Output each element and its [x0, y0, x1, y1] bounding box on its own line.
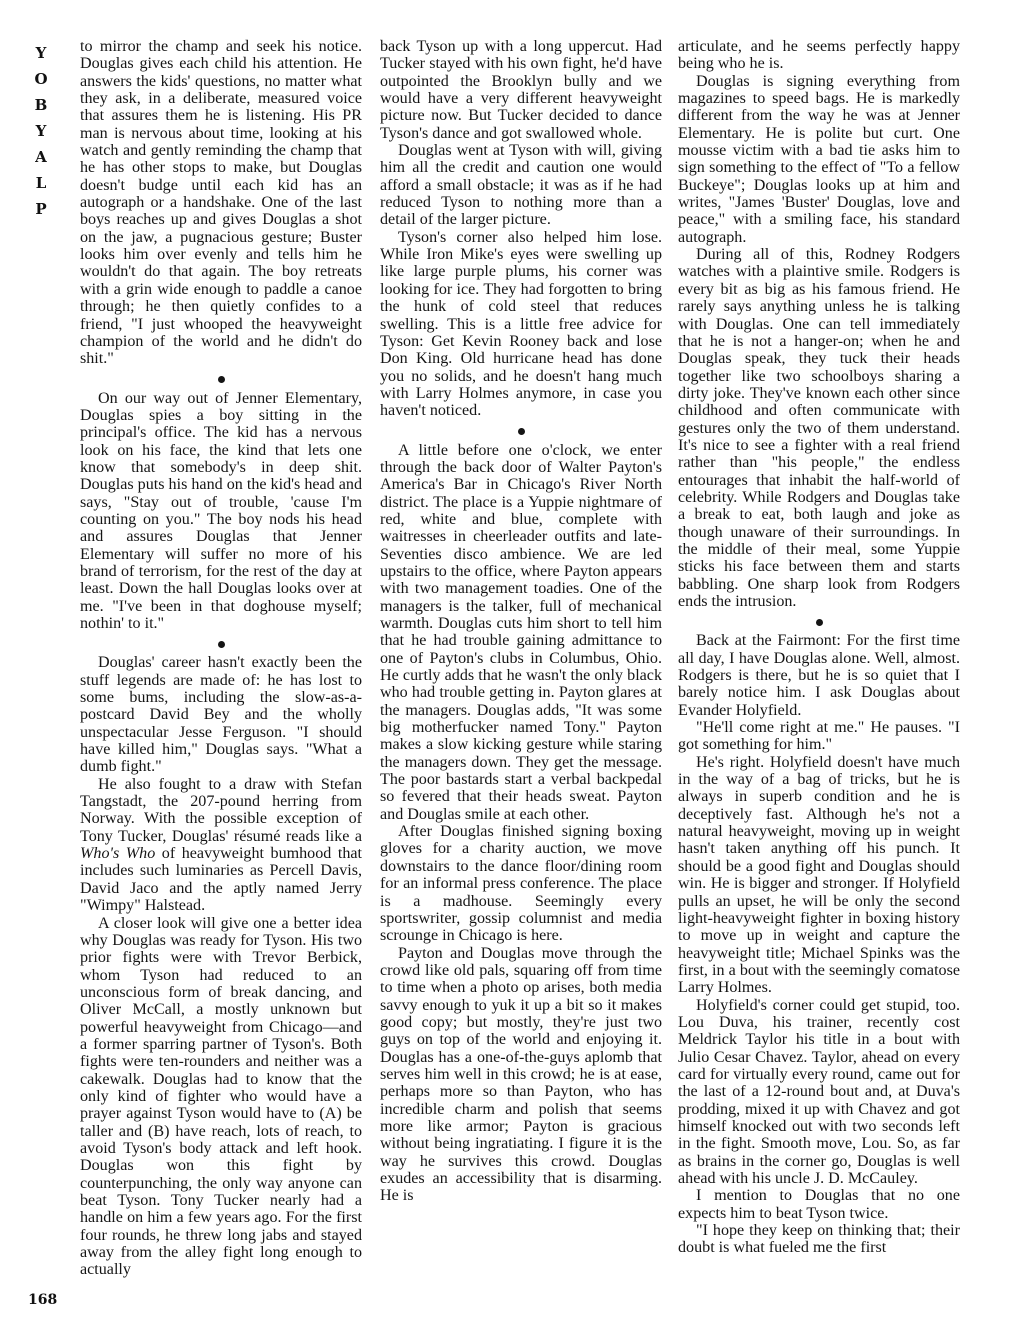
paragraph: I mention to Douglas that no one expects him to beat Tyson twice. — [678, 1187, 960, 1222]
section-bullet — [678, 613, 960, 630]
paragraph: Holyfield's corner could get stupid, too. Lou Duva, his trainer, recently cost Meldrick Taylor his title in a bout with Julio Cesar Chavez. Taylor, ahead on every card for virtually every round, came out for the last of a 12-round bout and, at Duva's prodding, mixed it up with Chavez and got himself knocked out with two seconds left in the fight. Smooth move, Lou. So, as far as brains in the corner go, Douglas is well ahead with his uncle J. D. McCauley. — [678, 996, 960, 1187]
masthead-letter: A — [35, 148, 47, 166]
paragraph: On our way out of Jenner Elementary, Douglas spies a boy sitting in the principal's office. The kid has a nervous look on his face, the kind that lets one know that somebody's in deep shit. Douglas puts his hand on the kid's head and says, "Stay out of trouble, 'cause I'm counting on you." The boy nods his head and assures Douglas that Jenner Elementary will suffer no more of his brand of terrorism, for the rest of the day at least. Down the hall Douglas looks over at me. "I've been in that doghouse myself; nothin' to it." — [80, 389, 362, 632]
masthead-letter: O — [34, 70, 48, 88]
paragraph: Douglas' career hasn't exactly been the stuff legends are made of: he has lost to some bums, including the slow-as-a-postcard David Bey and the wholly unspectacular Jesse Ferguson. "I should have killed him," Douglas says. "What a dumb fight." — [80, 654, 362, 776]
text-run: He also fought to a draw with Stefan Tangstadt, the 207-pound herring from Norway. With the possible exception of Tony Tucker, Douglas' résumé reads like a — [80, 775, 362, 845]
paragraph: Douglas is signing everything from magazines to speed bags. He is markedly different from the way he was at Jenner Elementary. He is polite but curt. One mousse victim with a bad tie asks him to sign something to the effect of "To a fellow Buckeye"; Douglas looks up at him and writes, "James 'Buster' Douglas, love and peace," with a smiling face, his standard autograph. — [678, 72, 960, 246]
paragraph: "I hope they keep on thinking that; their doubt is what fueled me the first — [678, 1222, 960, 1257]
masthead-vertical — [30, 40, 52, 222]
page-number: 168 — [28, 1292, 58, 1308]
paragraph: He's right. Holyfield doesn't have much in the way of a bag of tricks, but he is always in superb condition and he is deceptively fast. Although he's not a natural heavyweight, moving up in weight hasn't taken anything off his punch. It should be a good fight and Douglas should win. He is bigger and stronger. If Holyfield pulls an upset, he will be only the second light-heavyweight fighter in boxing history to move up in weight and capture the heavyweight title; Michael Spinks was the first, in a bout with the seemingly comatose Larry Holmes. — [678, 753, 960, 997]
paragraph: A little before one o'clock, we enter through the back door of Walter Payton's America's Bar in Chicago's River North district. The place is a Yuppie nightmare of red, white and blue, complete with waitresses in cheerleader outfits and late-Seventies disco ambience. We are led upstairs to the office, where Payton appears with two management toadies. One of the managers is the talker, full of mechanical warmth. Douglas cuts him short to tell him that he had trouble gaining admittance to one of Payton's clubs in Columbus, Ohio. He curtly adds that he wasn't the only black who had trouble getting in. Payton glares at the managers. Douglas adds, "It was some big motherfucker named Tony." Payton makes a slow kicking gesture while staring the managers down. They get the message. The poor bastards start a verbal backpedal so fevered that their heads sweat. Payton and Douglas smile at each other. — [380, 441, 662, 823]
paragraph: back Tyson up with a long uppercut. Had Tucker stayed with his own fight, he'd have outpointed the Brooklyn bully and we would have a very different heavyweight picture now. But Tucker decided to dance Tyson's dance and got swallowed whole. — [380, 38, 662, 142]
section-bullet — [80, 635, 362, 652]
paragraph: During all of this, Rodney Rodgers watches with a plaintive smile. Rodgers is every bit as big as his famous friend. He rarely says anything unless he is talking with Douglas. One can tell immediately that he is not a hanger-on; when he and Douglas speak, they tuck their heads together like two schoolboys sharing a dirty joke. They've known each other since childhood and often communicate with gestures only the two of them understand. It's nice to see a fighter with a real friend rather than "his people," the endless entourages that inhabit the half-world of celebrity. While Rodgers and Douglas take a break to eat, both laugh and joke as though unaware of their surroundings. In the middle of their meal, some Yuppie sticks his face between them and starts babbling. One sharp look from Rodgers ends the intrusion. — [678, 246, 960, 610]
paragraph: Douglas went at Tyson with will, giving him all the credit and caution one would afford a small obstacle; it was as if he had reduced Tyson to nothing more than a detail of the larger picture. — [380, 142, 662, 229]
article-column-3 — [678, 38, 960, 1257]
section-bullet — [80, 371, 362, 388]
masthead-letter: P — [35, 200, 47, 218]
article-column-1 — [80, 38, 362, 1279]
italic-title: Who's Who — [80, 845, 156, 863]
paragraph: to mirror the champ and seek his notice. Douglas gives each child his attention. He answers the kids' questions, no matter what they ask, in a deliberate, measured voice that assures them he is listening. His PR man is nervous about time, looking at his watch and gently reminding the champ that he has other stops to make, but Douglas doesn't budge until each kid has an autograph or a handshake. One of the last boys reaches up and gives Douglas a shot on the jaw, a pugnacious gesture; Buster looks him over evenly and tells him he wouldn't do that again. The boy retreats with a grin wide enough to paddle a canoe through; he then quietly confides to a friend, "I just whooped the heavyweight champion of the world and he didn't do shit." — [80, 38, 362, 368]
paragraph — [80, 776, 362, 915]
masthead-letter: Y — [35, 122, 47, 140]
masthead-letter: Y — [35, 44, 47, 62]
text-run: of heavyweight bumhood that includes such luminaries as Percell Davis, David Jaco and the aptly named Jerry "Wimpy" Halstead. — [80, 845, 362, 915]
paragraph: "He'll come right at me." He pauses. "I got something for him." — [678, 719, 960, 754]
paragraph: Payton and Douglas move through the crowd like old pals, squaring off from time to time when a photo op arises, both media savvy enough to yuk it up a bit so it makes good copy; but mostly, they're just two guys on top of the world and enjoying it. Douglas has a one-of-the-guys aplomb that serves him well in this crowd; he is at ease, perhaps more so than Payton, who has incredible charm and polish that seems more like armor; Payton is gracious without being ingratiating. I figure it is the way he survives this crowd. Douglas exudes an accessibility that is disarming. He is — [380, 944, 662, 1205]
paragraph: Tyson's corner also helped him lose. While Iron Mike's eyes were swelling up like large purple plums, his corner was looking for ice. They had forgotten to bring the hunk of cold steel that reduces swelling. This is a little free advice for Tyson: Get Kevin Rooney back and lose Don King. Old hurricane head has done you no solids, and he doesn't hang much with Larry Holmes anymore, in case you haven't noticed. — [380, 228, 662, 420]
paragraph: Back at the Fairmont: For the first time all day, I have Douglas alone. Well, almost. Rodgers is there, but he is so quiet that I barely notice him. I ask Douglas about Evander Holyfield. — [678, 632, 960, 719]
section-bullet — [380, 423, 662, 440]
masthead-letter: B — [34, 96, 48, 114]
masthead-letter: L — [35, 174, 47, 192]
article-column-2 — [380, 38, 662, 1205]
paragraph: A closer look will give one a better idea why Douglas was ready for Tyson. His two prior fights were with Trevor Berbick, whom Tyson had reduced to an unconscious form of break dancing, and Oliver McCall, a mostly unknown but powerful heavyweight from Chicago—and a former sparring partner of Tyson's. Both fights were ten-rounders and neither was a cakewalk. Douglas had to know that the only kind of fighter who would have a prayer against Tyson would have to (A) be taller and (B) have reach, lots of reach, to avoid Tyson's body attack and left hook. Douglas won this fight by counterpunching, the only way anyone can beat Tyson. Tony Tucker nearly had a handle on him a few years ago. For the first four rounds, he threw long jabs and stayed away from the alley fight long enough to actually — [80, 914, 362, 1279]
paragraph: articulate, and he seems perfectly happy being who he is. — [678, 38, 960, 73]
paragraph: After Douglas finished signing boxing gloves for a charity auction, we move downstairs to the dance floor/dining room for an informal press conference. The place is a madhouse. Seemingly every sportswriter, gossip columnist and media scrounge in Chicago is here. — [380, 823, 662, 945]
